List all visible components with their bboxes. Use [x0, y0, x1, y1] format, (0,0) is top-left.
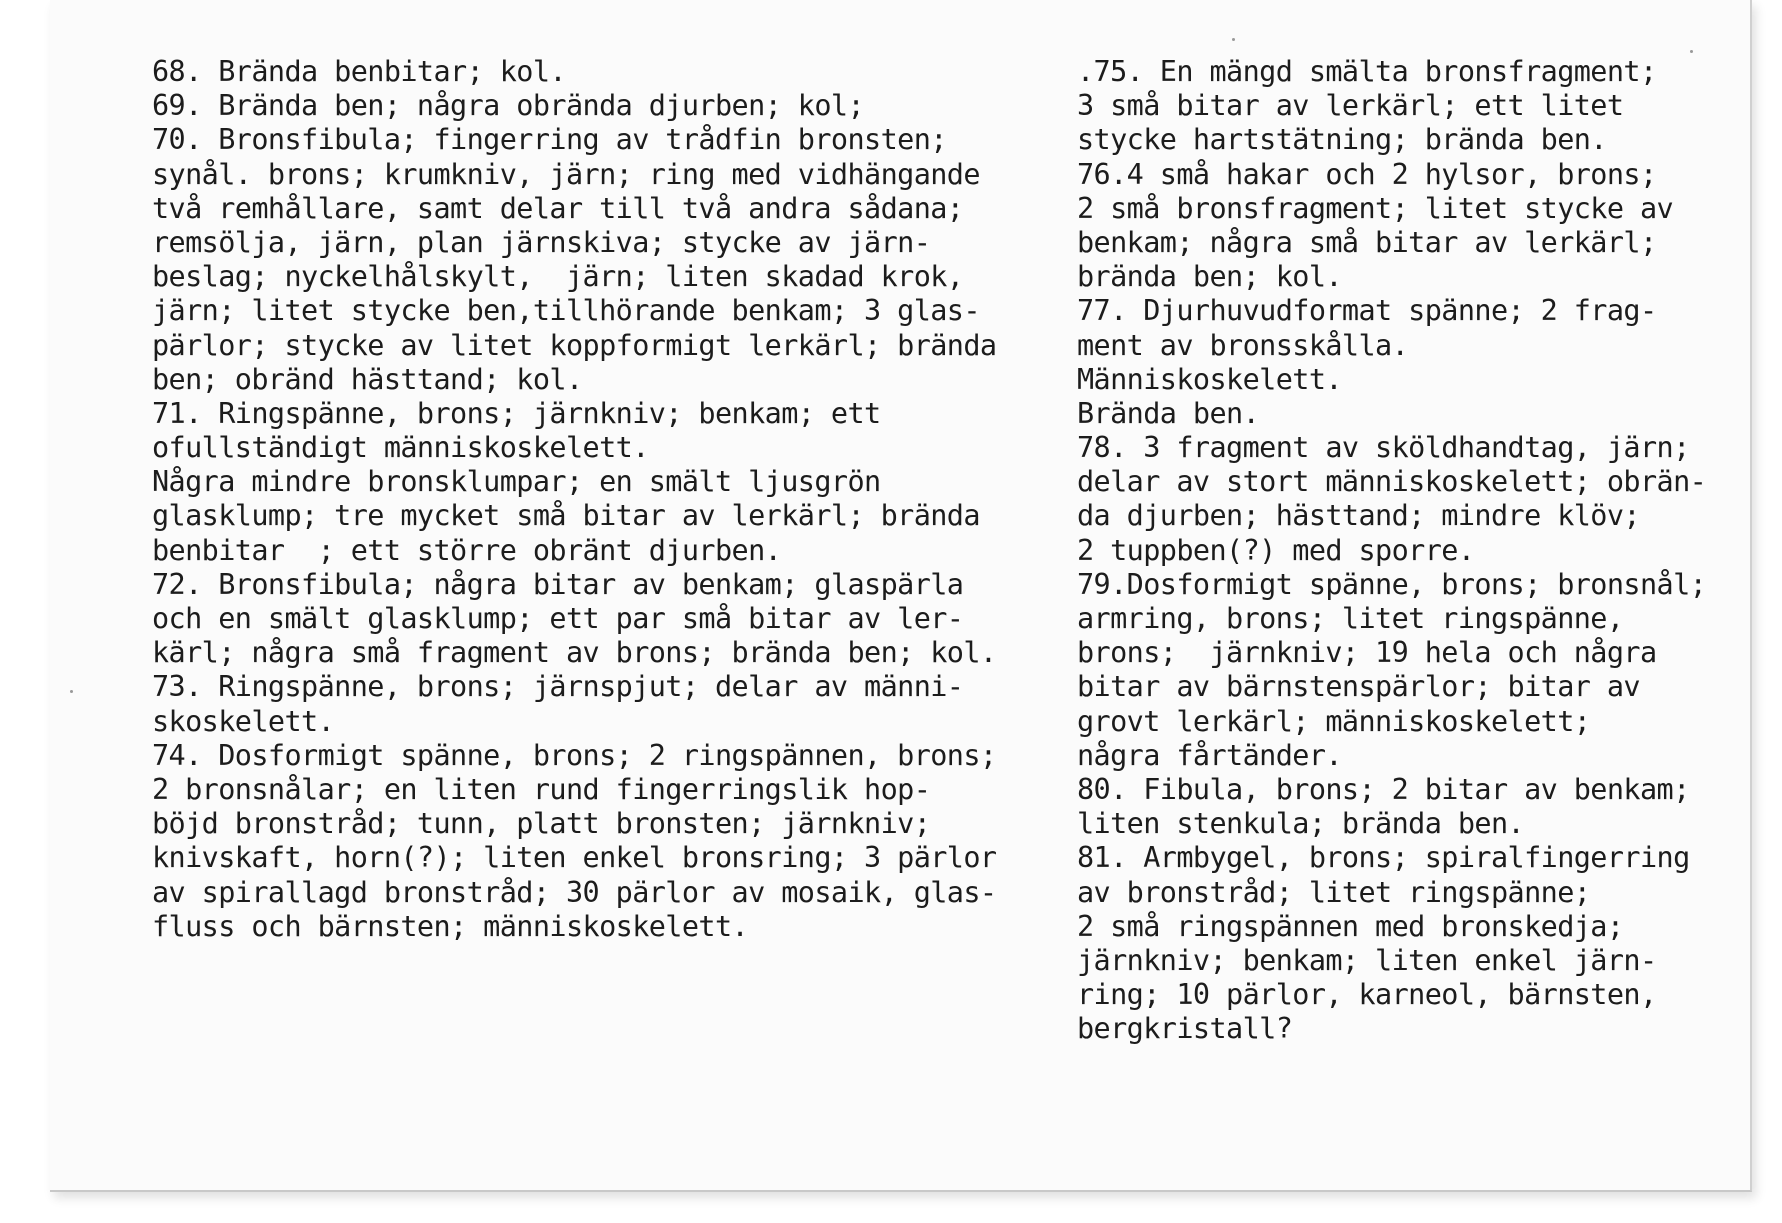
right-column-line: Brända ben.	[1077, 396, 1260, 430]
left-column-line: beslag; nyckelhålskylt, järn; liten skadad krok,	[152, 260, 964, 294]
left-column-line: järn; litet stycke ben,tillhörande benkam; 3 glas-	[152, 294, 980, 328]
right-column-line: delar av stort människoskelett; obrän-	[1077, 465, 1707, 499]
right-column-line: stycke hartstätning; brända ben.	[1077, 123, 1607, 157]
right-column-line: 3 små bitar av lerkärl; ett litet	[1077, 89, 1624, 123]
right-column-line: 76.4 små hakar och 2 hylsor, brons;	[1077, 157, 1657, 191]
right-column-line: da djurben; hästtand; mindre klöv;	[1077, 499, 1640, 533]
right-column-line: Människoskelett.	[1077, 362, 1342, 396]
left-column-line: två remhållare, samt delar till två andra sådana;	[152, 191, 964, 225]
right-column-line: 2 tuppben(?) med sporre.	[1077, 533, 1475, 567]
left-column-line: pärlor; stycke av litet koppformigt lerkärl; brända	[152, 328, 997, 362]
right-column-line: brända ben; kol.	[1077, 260, 1342, 294]
left-column-line: remsölja, järn, plan järnskiva; stycke av järn-	[152, 225, 931, 259]
right-column-line: järnkniv; benkam; liten enkel järn-	[1077, 943, 1657, 977]
right-column-line: 77. Djurhuvudformat spänne; 2 frag-	[1077, 294, 1657, 328]
right-column-line: 2 små bronsfragment; litet stycke av	[1077, 191, 1674, 225]
left-column-line: skoskelett.	[152, 704, 335, 738]
right-column-line: 80. Fibula, brons; 2 bitar av benkam;	[1077, 772, 1690, 806]
left-column-line: 72. Bronsfibula; några bitar av benkam; glaspärla	[152, 567, 964, 601]
left-column	[152, 55, 1042, 944]
right-column-line: liten stenkula; brända ben.	[1077, 807, 1525, 841]
left-column-line: ben; obränd hästtand; kol.	[152, 362, 583, 396]
right-column-line: några fårtänder.	[1077, 738, 1342, 772]
right-column-line: 81. Armbygel, brons; spiralfingerring	[1077, 841, 1690, 875]
left-column-line: 73. Ringspänne, brons; järnspjut; delar av männi-	[152, 670, 964, 704]
left-column-line: benbitar ; ett större obränt djurben.	[152, 533, 782, 567]
right-column-line: 78. 3 fragment av sköldhandtag, järn;	[1077, 431, 1690, 465]
right-column-line: brons; järnkniv; 19 hela och några	[1077, 636, 1657, 670]
left-column-line: fluss och bärnsten; människoskelett.	[152, 909, 749, 943]
right-column-line: .75. En mängd smälta bronsfragment;	[1077, 55, 1657, 88]
right-column-line: bitar av bärnstenspärlor; bitar av	[1077, 670, 1640, 704]
right-column	[1077, 55, 1717, 1046]
right-column-line: 79.Dosformigt spänne, brons; bronsnål;	[1077, 567, 1707, 601]
left-column-line: 74. Dosformigt spänne, brons; 2 ringspännen, brons;	[152, 738, 997, 772]
left-column-line: 69. Brända ben; några obrända djurben; kol;	[152, 89, 865, 123]
left-column-line: och en smält glasklump; ett par små bitar av ler-	[152, 602, 964, 635]
right-column-line: bergkristall?	[1077, 1012, 1293, 1046]
right-column-line: 2 små ringspännen med bronskedja;	[1077, 909, 1624, 943]
left-column-line: knivskaft, horn(?); liten enkel bronsring; 3 pärlor	[152, 841, 997, 875]
left-column-line: av spirallagd bronstråd; 30 pärlor av mosaik, glas-	[152, 875, 997, 909]
right-column-line: ment av bronsskålla.	[1077, 328, 1409, 362]
scan-speck	[70, 690, 73, 693]
scan-speck	[1232, 38, 1235, 41]
left-column-line: 70. Bronsfibula; fingerring av trådfin bronsten;	[152, 123, 947, 157]
left-column-line: kärl; några små fragment av brons; brända ben; kol.	[152, 636, 997, 670]
left-column-line: böjd bronstråd; tunn, platt bronsten; järnkniv;	[152, 807, 931, 841]
left-column-line: 2 bronsnålar; en liten rund fingerringslik hop-	[152, 772, 931, 806]
right-column-line: benkam; några små bitar av lerkärl;	[1077, 225, 1657, 259]
left-column-line: synål. brons; krumkniv, järn; ring med vidhängande	[152, 157, 980, 191]
left-column-line: Några mindre bronsklumpar; en smält ljusgrön	[152, 465, 881, 499]
left-column-line: ofullständigt människoskelett.	[152, 431, 649, 465]
right-column-line: av bronstråd; litet ringspänne;	[1077, 875, 1591, 909]
left-column-line: 68. Brända benbitar; kol.	[152, 55, 566, 88]
right-column-line: armring, brons; litet ringspänne,	[1077, 602, 1624, 635]
left-column-line: glasklump; tre mycket små bitar av lerkärl; brända	[152, 499, 980, 533]
right-column-line: ring; 10 pärlor, karneol, bärnsten,	[1077, 978, 1657, 1012]
scan-speck	[1690, 50, 1693, 53]
left-column-line: 71. Ringspänne, brons; järnkniv; benkam; ett	[152, 396, 881, 430]
right-column-line: grovt lerkärl; människoskelett;	[1077, 704, 1591, 738]
